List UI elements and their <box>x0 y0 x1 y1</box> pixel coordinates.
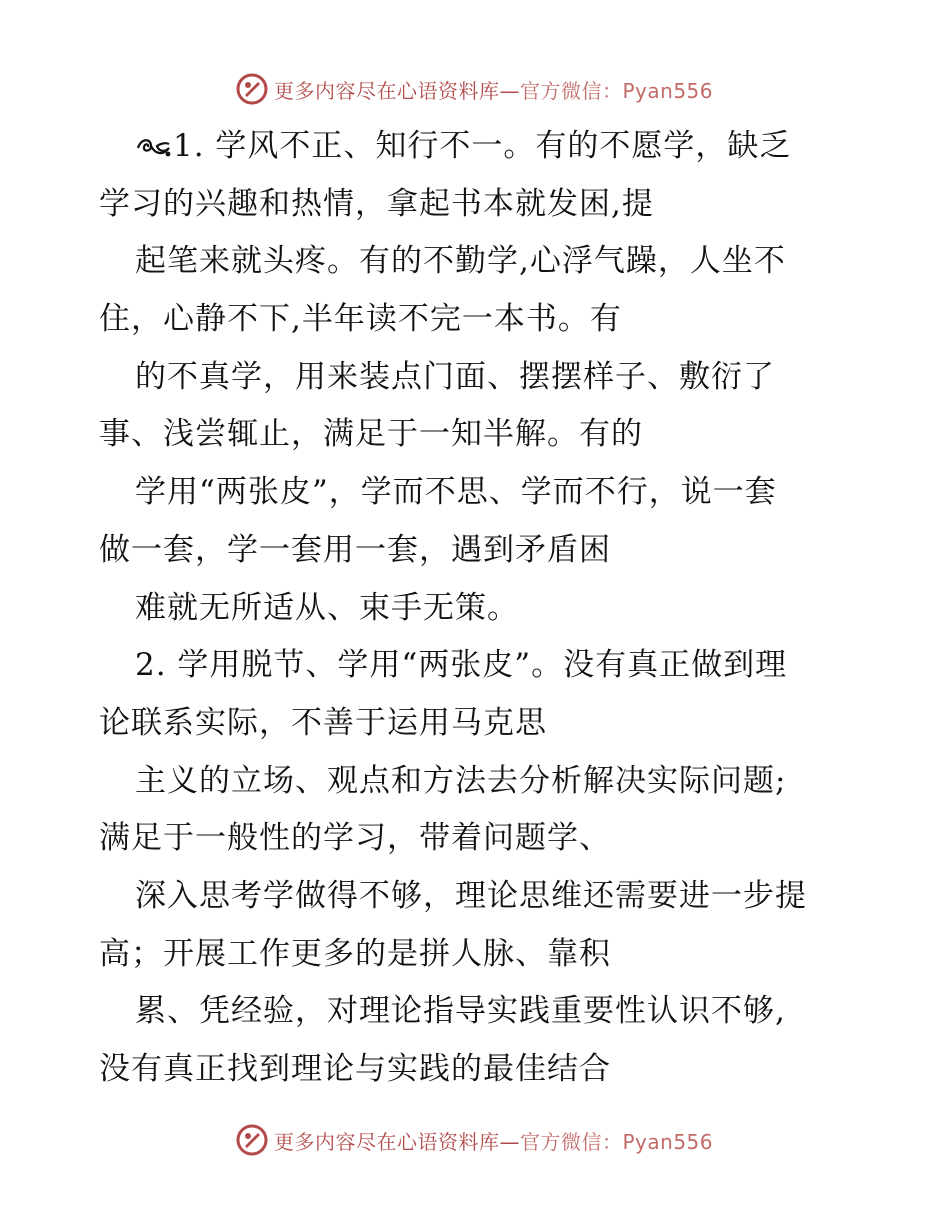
banner-text: 更多内容尽在心语资料库—官方微信：Pyan556 <box>274 1129 714 1154</box>
text-line: 学习的兴趣和热情，拿起书本就发困,提 <box>99 185 654 222</box>
banner-text: 更多内容尽在心语资料库—官方微信：Pyan556 <box>274 78 714 103</box>
text-line: 满足于一般性的学习，带着问题学、 <box>99 820 611 857</box>
text-line: 累、凭经验，对理论指导实践重要性认识不够, <box>135 993 786 1030</box>
header-banner <box>236 72 713 106</box>
fleuron-icon <box>135 134 173 160</box>
text-line: 住，心静不下,半年读不完一本书。有 <box>99 301 622 338</box>
footer-banner <box>236 1123 713 1157</box>
text-line: 高；开展工作更多的是拼人脉、靠积 <box>99 935 611 972</box>
text-line: 没有真正找到理论与实践的最佳结合 <box>99 1051 611 1087</box>
text-line: 起笔来就头疼。有的不勤学,心浮气躁，人坐不 <box>135 243 786 280</box>
text-line: 事、浅尝辄止，满足于一知半解。有的 <box>99 416 643 453</box>
brand-logo-icon <box>236 73 268 105</box>
text-line: 做一套，学一套用一套，遇到矛盾困 <box>99 531 611 568</box>
text-line: 论联系实际，不善于运用马克思 <box>99 704 547 741</box>
text-line: 深入思考学做得不够，理论思维还需要进一步提 <box>135 877 807 914</box>
text-line: 1. 学风不正、知行不一。有的不愿学，缺乏 <box>99 118 859 176</box>
brand-logo-icon <box>236 1124 268 1156</box>
text-line: 的不真学，用来装点门面、摆摆样子、敷衍了 <box>135 358 775 395</box>
text-line: 2. 学用脱节、学用“两张皮”。没有真正做到理 <box>135 647 788 684</box>
text-line: 学用“两张皮”，学而不思、学而不行，说一套 <box>135 474 777 511</box>
text-line: 主义的立场、观点和方法去分析解决实际问题; <box>135 762 787 799</box>
document-body <box>99 118 859 1099</box>
text-line: 难就无所适从、束手无策。 <box>135 589 519 626</box>
